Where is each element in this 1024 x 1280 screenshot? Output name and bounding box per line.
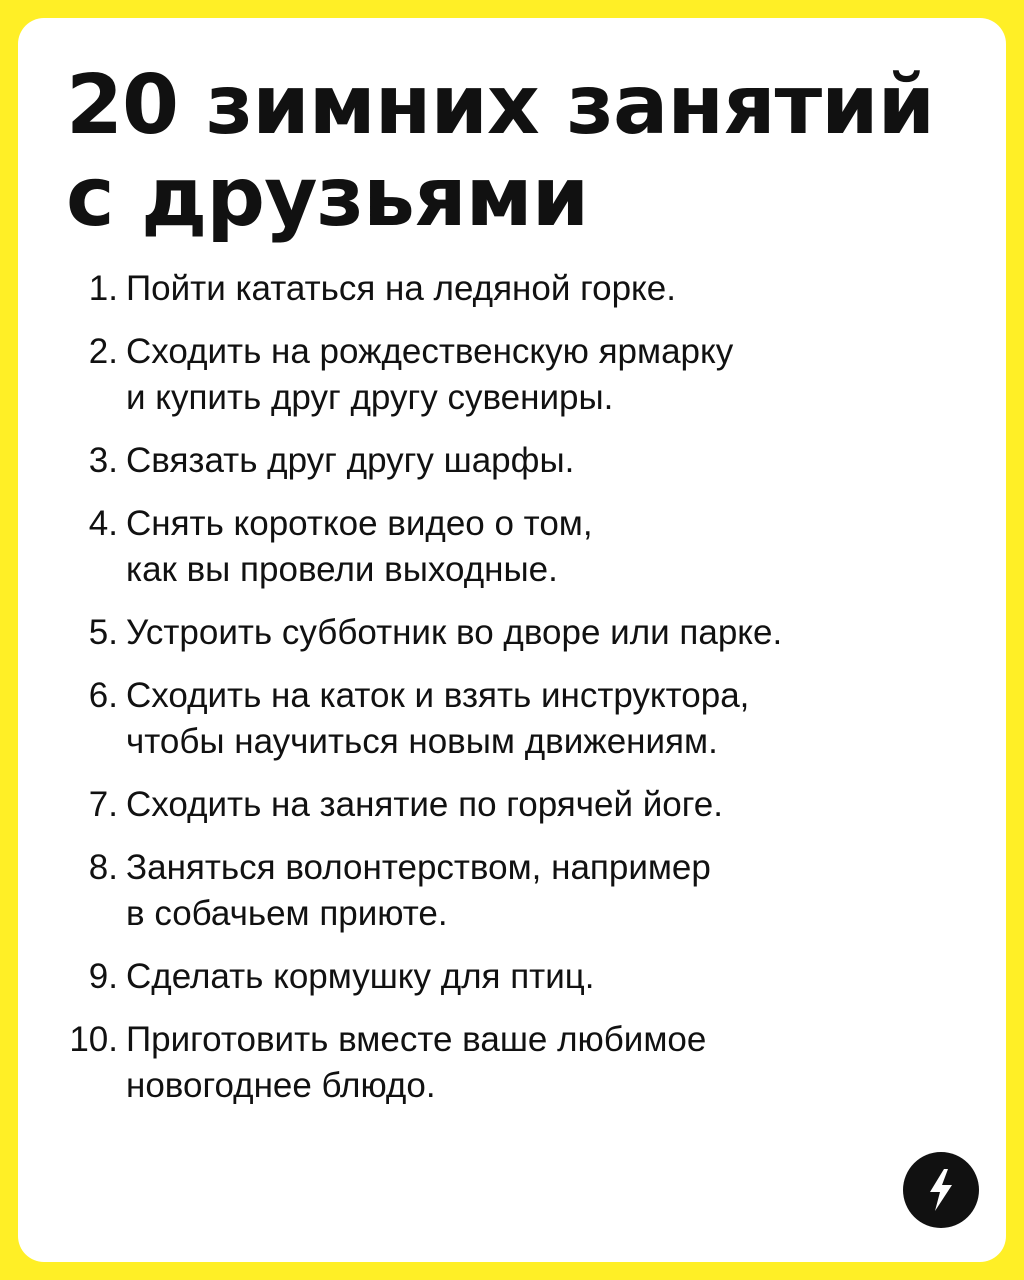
list-item-number: 7. <box>88 785 118 824</box>
list-item-text: Заняться волонтерством, например в собачьем приюте. <box>126 848 711 933</box>
content-card <box>18 18 1006 1262</box>
list-item-text: Пойти кататься на ледяной горке. <box>126 269 676 308</box>
list-item-text: Сходить на рождественскую ярмарку и купить друг другу сувениры. <box>126 332 734 417</box>
list-item <box>66 610 966 656</box>
list-item-number: 3. <box>88 441 118 480</box>
list-item-text: Приготовить вместе ваше любимое новогоднее блюдо. <box>126 1020 707 1105</box>
lightning-bolt-icon <box>924 1167 958 1213</box>
list-item-number: 4. <box>88 504 118 543</box>
list-item-number: 6. <box>88 676 118 715</box>
list-item <box>66 954 966 1000</box>
list-item <box>66 266 966 312</box>
list-item <box>66 501 966 593</box>
list-item <box>66 1017 966 1109</box>
brand-logo <box>903 1152 979 1228</box>
title-line-2: с друзьями <box>66 150 589 245</box>
list-item-text: Устроить субботник во дворе или парке. <box>126 613 783 652</box>
list-item <box>66 329 966 421</box>
title-line-1: 20 зимних занятий <box>66 58 935 153</box>
activity-list <box>66 266 966 1126</box>
list-item-number: 8. <box>88 848 118 887</box>
list-item-text: Сходить на каток и взять инструктора, чтобы научиться новым движениям. <box>126 676 750 761</box>
list-item-number: 10. <box>69 1020 118 1059</box>
list-item-text: Связать друг другу шарфы. <box>126 441 575 480</box>
list-item-number: 1. <box>88 269 118 308</box>
list-item-text: Сходить на занятие по горячей йоге. <box>126 785 723 824</box>
list-item-number: 9. <box>88 957 118 996</box>
list-item <box>66 782 966 828</box>
list-item-number: 2. <box>88 332 118 371</box>
list-item <box>66 438 966 484</box>
list-item <box>66 673 966 765</box>
list-item-text: Сделать кормушку для птиц. <box>126 957 595 996</box>
list-item-number: 5. <box>88 613 118 652</box>
page-title <box>66 60 934 244</box>
list-item <box>66 845 966 937</box>
list-item-text: Снять короткое видео о том, как вы провели выходные. <box>126 504 593 589</box>
